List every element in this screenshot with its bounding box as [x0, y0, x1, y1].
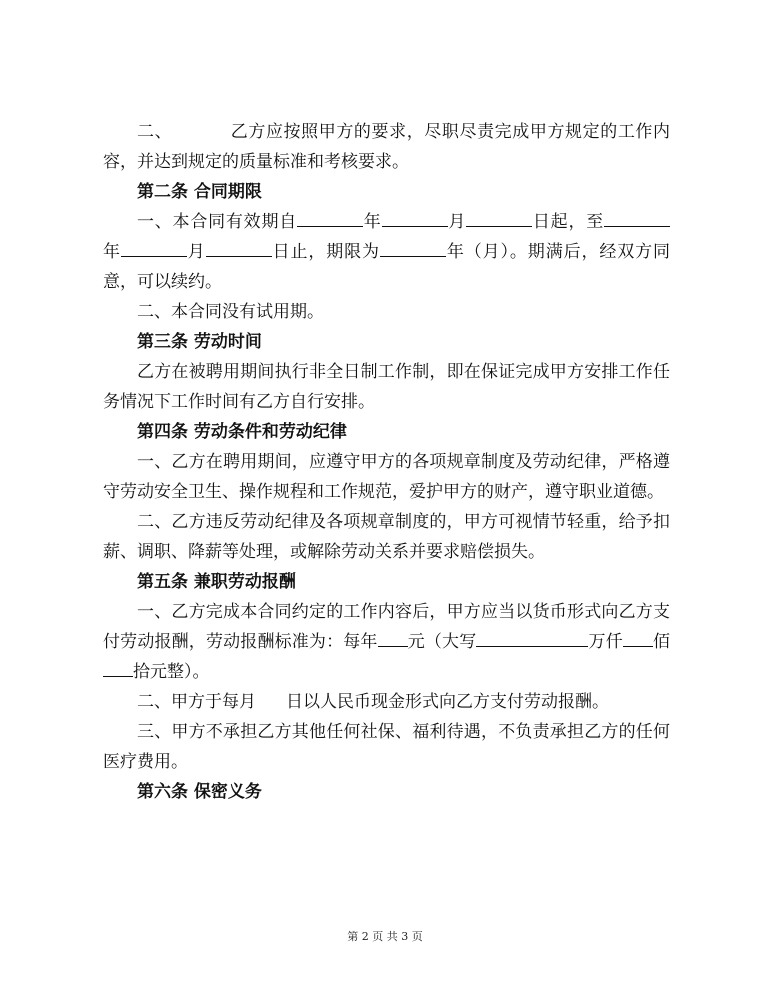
text-segment: 年: [363, 212, 382, 232]
blank-line[interactable]: [604, 209, 670, 227]
section-heading-2: 第二条 合同期限: [137, 182, 262, 202]
paragraph-remuneration: [103, 597, 670, 687]
blank-line[interactable]: [623, 629, 653, 647]
paragraph-working-hours: 乙方在被聘用期间执行非全日制工作制，即在保证完成甲方安排工作任务情况下工作时间有乙方自行安排。: [103, 362, 670, 412]
paragraph-payday: [103, 687, 670, 717]
text-segment: 二、甲方于每月: [137, 692, 256, 712]
item-number: 二、: [137, 122, 173, 142]
text-segment: 月: [447, 212, 467, 232]
text-segment: 日以人民币现金形式向乙方支付劳动报酬。: [286, 692, 609, 712]
paragraph-benefits: 三、甲方不承担乙方其他任何社保、福利待遇，不负责承担乙方的任何医疗费用。: [103, 722, 670, 772]
paragraph-duty: [103, 117, 670, 177]
text-segment: 月: [186, 242, 206, 262]
paragraph-probation: 二、本合同没有试用期。: [137, 302, 324, 322]
blank-line[interactable]: [206, 239, 272, 257]
text-segment: 年（月）。期满后，经双方同意，可以续约。: [103, 242, 671, 292]
text-segment: 拾元整）。: [133, 662, 210, 682]
text-segment: 日起，至: [532, 212, 605, 232]
text-segment: 佰: [652, 632, 671, 652]
text-segment: 年: [103, 242, 121, 262]
blank-line[interactable]: [466, 209, 532, 227]
text-segment: 万仟: [588, 632, 623, 652]
section-heading-4: 第四条 劳动条件和劳动纪律: [137, 422, 347, 442]
blank-line[interactable]: [378, 629, 408, 647]
section-heading-5: 第五条 兼职劳动报酬: [137, 572, 296, 592]
text-segment: 一、乙方完成本合同约定的工作内容后，甲方应当以货币形式向乙方支付劳动报酬，劳动报酬标准为：每年: [103, 602, 670, 652]
blank-line[interactable]: [380, 239, 446, 257]
blank-line[interactable]: [476, 629, 588, 647]
section-heading-6: 第六条 保密义务: [137, 782, 262, 802]
paragraph-term: [103, 207, 670, 297]
paragraph-text: 乙方应按照甲方的要求，尽职尽责完成甲方规定的工作内容，并达到规定的质量标准和考核要求。: [103, 122, 671, 172]
text-segment: 日止，期限为: [271, 242, 380, 262]
blank-line[interactable]: [382, 209, 448, 227]
text-segment: 一、本合同有效期自: [137, 212, 297, 232]
paragraph-discipline-1: 一、乙方在聘用期间，应遵守甲方的各项规章制度及劳动纪律，严格遵守劳动安全卫生、操作规程和工作规范，爱护甲方的财产，遵守职业道德。: [103, 452, 670, 502]
blank-line[interactable]: [103, 659, 133, 677]
blank-line[interactable]: [297, 209, 363, 227]
paragraph-discipline-2: 二、乙方违反劳动纪律及各项规章制度的，甲方可视情节轻重，给予扣薪、调职、降薪等处理，或解除劳动关系并要求赔偿损失。: [103, 512, 670, 562]
document-body: [103, 117, 670, 807]
blank-line[interactable]: [121, 239, 187, 257]
text-segment: 元（大写: [407, 632, 477, 652]
page-number-footer: 第 2 页 共 3 页: [347, 930, 423, 943]
section-heading-3: 第三条 劳动时间: [137, 332, 262, 352]
